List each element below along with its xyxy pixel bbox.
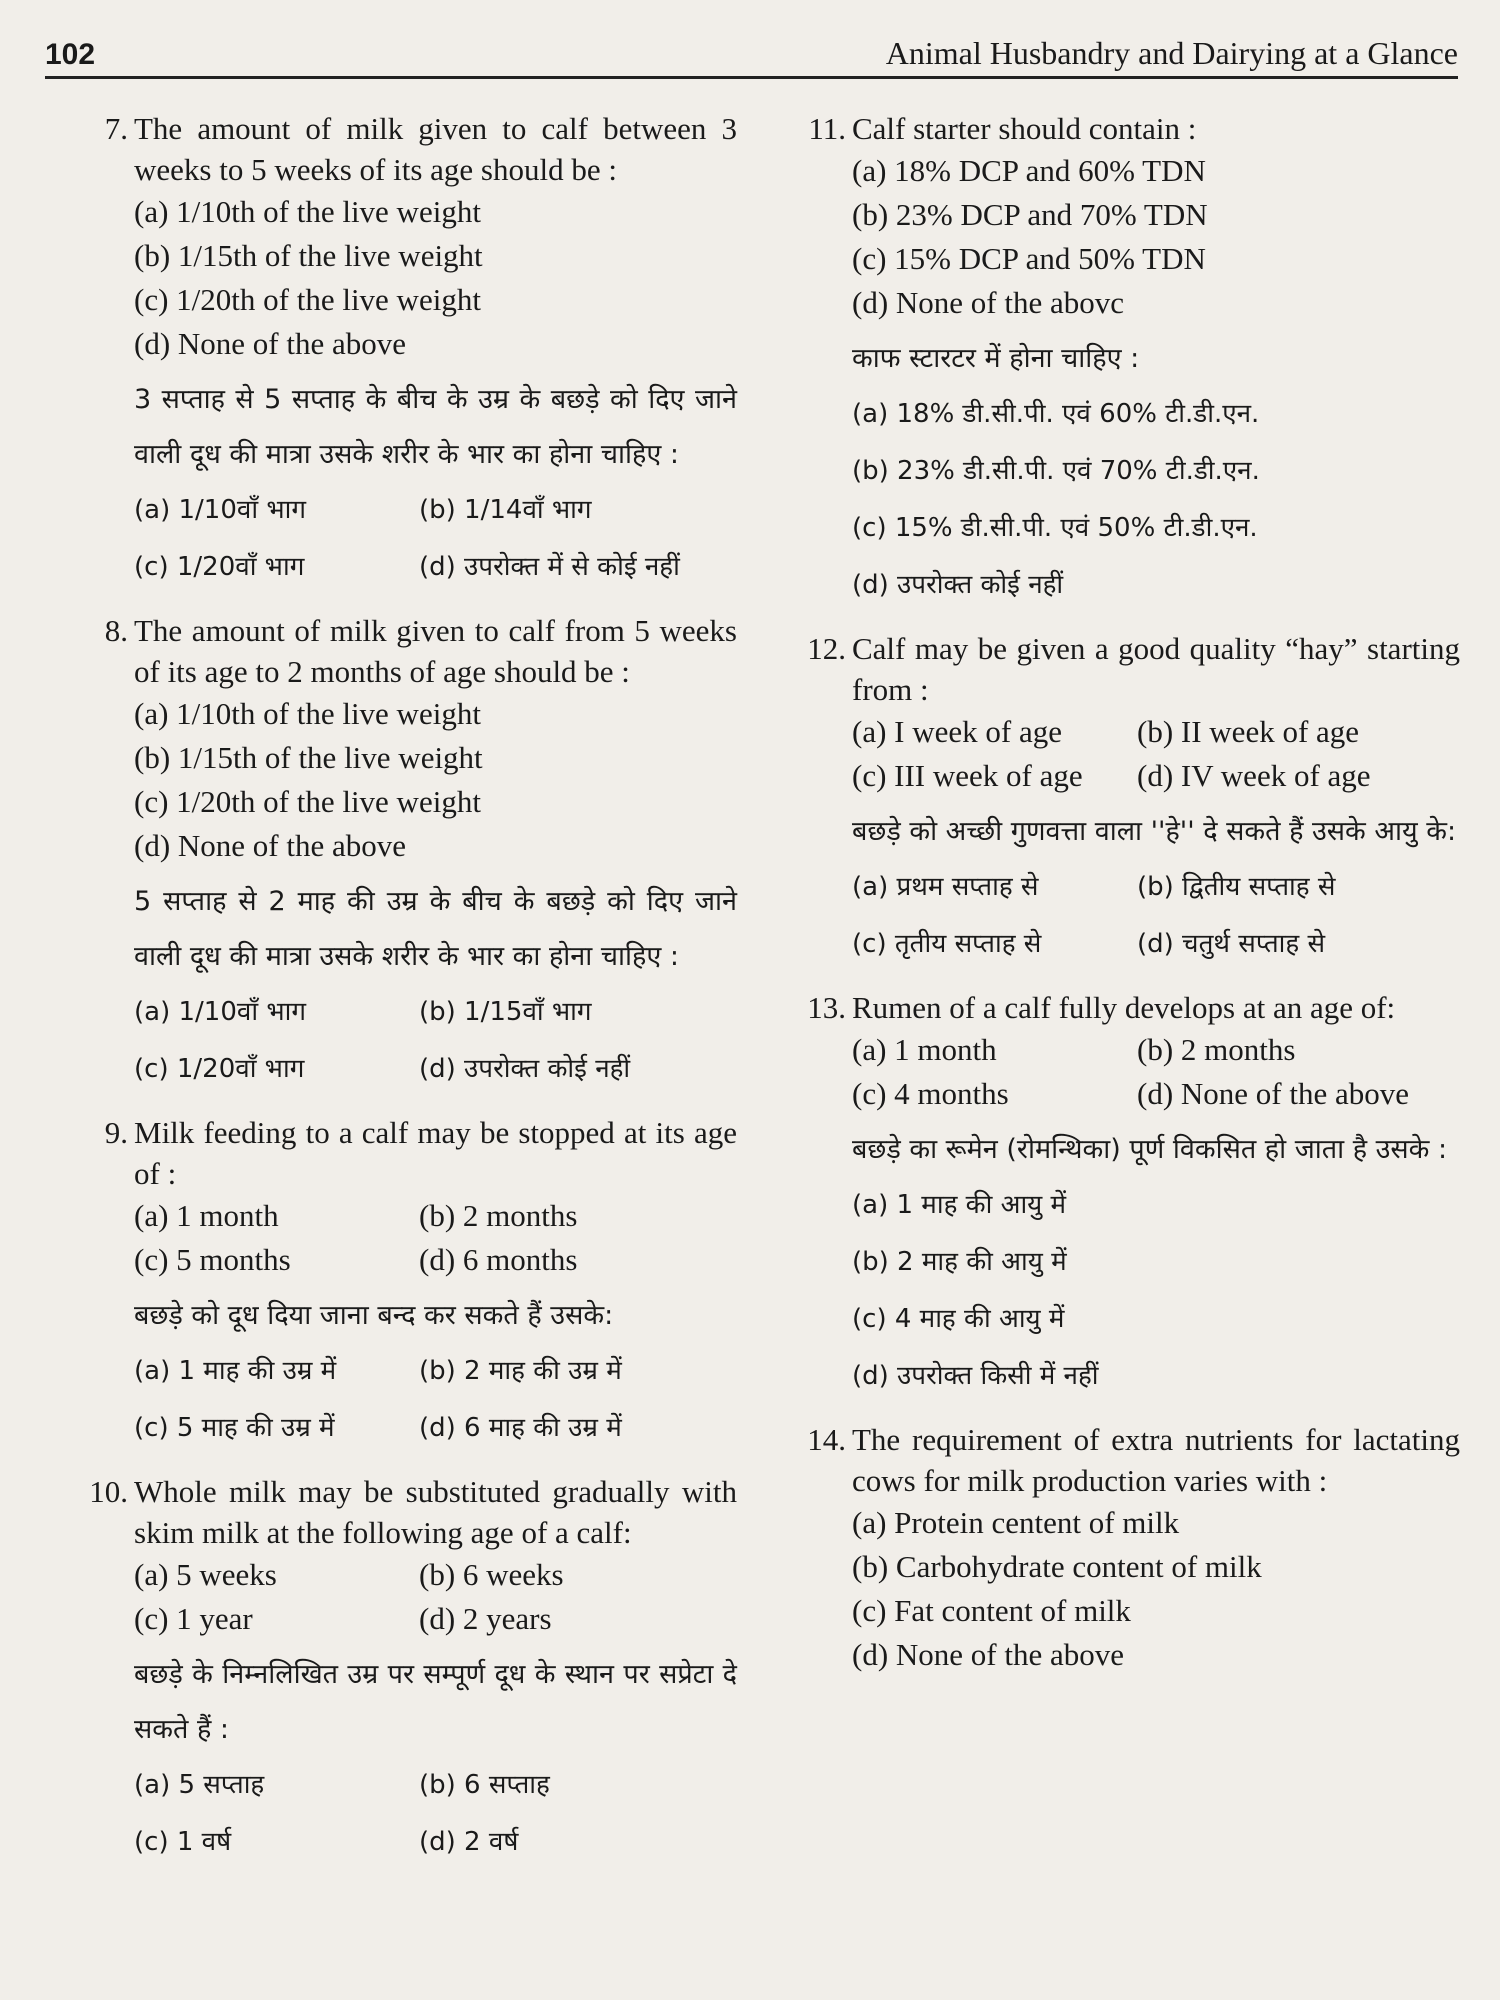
options-list-hindi (82, 1757, 737, 1871)
option-item-hindi: (c) 5 माह की उम्र में (134, 1413, 335, 1443)
option-item-hindi: (c) 4 माह की आयु में (852, 1304, 1065, 1334)
question-english: Milk feeding to a calf may be stopped at its age of : (134, 1115, 737, 1191)
options-list (82, 190, 737, 366)
question-text (82, 108, 737, 190)
option-item-hindi: (d) उपरोक्त कोई नहीं (419, 1054, 631, 1084)
question-text (800, 108, 1460, 149)
book-title: Animal Husbandry and Dairying at a Glance (885, 35, 1458, 71)
option-item-hindi: (d) उपरोक्त कोई नहीं (852, 570, 1064, 600)
option-item-hindi: (b) 2 माह की उम्र में (419, 1356, 622, 1386)
question-block (82, 108, 737, 596)
option-item: (a) Protein centent of milk (852, 1505, 1180, 1540)
option-item: (b) II week of age (1137, 714, 1360, 749)
option-item-hindi: (a) 1 माह की उम्र में (134, 1356, 337, 1386)
option-item: (a) 1/10th of the live weight (134, 194, 481, 229)
left-column (82, 108, 737, 1885)
question-number: 11. (808, 111, 846, 146)
option-item: (b) 23% DCP and 70% TDN (852, 197, 1208, 232)
option-item: (b) 1/15th of the live weight (134, 238, 483, 273)
options-list (800, 149, 1460, 325)
question-english: Rumen of a calf fully develops at an age of: (852, 990, 1396, 1025)
question-number: 8. (104, 613, 128, 648)
option-item-hindi: (d) उपरोक्त में से कोई नहीं (419, 552, 680, 582)
option-item: (a) 1 month (852, 1032, 997, 1067)
option-row-hindi (134, 984, 737, 1041)
option-item-hindi: (d) 6 माह की उम्र में (419, 1413, 622, 1443)
option-item: (c) 1/20th of the live weight (134, 282, 481, 317)
option-item: (d) IV week of age (1137, 758, 1371, 793)
question-block (82, 1112, 737, 1457)
options-list (800, 1501, 1460, 1677)
right-column (800, 108, 1460, 1691)
option-row (852, 754, 1460, 798)
option-row-hindi (134, 1041, 737, 1098)
question-hindi: बछड़े को अच्छी गुणवत्ता वाला ''हे'' दे सकते हैं उसके आयु के: (852, 816, 1457, 847)
option-item-hindi: (a) प्रथम सप्ताह से (852, 872, 1039, 902)
option-item: (c) 1 year (134, 1601, 253, 1636)
option-item: (c) Fat content of milk (852, 1593, 1131, 1628)
option-item: (d) None of the above (134, 828, 407, 863)
question-block (82, 610, 737, 1098)
options-list-hindi (82, 482, 737, 596)
question-text (800, 628, 1460, 710)
option-row (852, 1028, 1460, 1072)
option-item: (a) 1/10th of the live weight (134, 696, 481, 731)
options-list-hindi (800, 386, 1460, 614)
options-list (800, 710, 1460, 798)
question-number: 12. (807, 631, 846, 666)
option-item: (d) 2 years (419, 1601, 552, 1636)
options-list-hindi (82, 984, 737, 1098)
option-item: (b) 6 weeks (419, 1557, 564, 1592)
options-list-hindi (800, 859, 1460, 973)
option-item-hindi: (b) द्वितीय सप्ताह से (1137, 872, 1336, 902)
option-row-hindi (134, 539, 737, 596)
option-item: (b) 2 months (1137, 1032, 1296, 1067)
option-row (852, 1072, 1460, 1116)
options-list-hindi (82, 1343, 737, 1457)
question-block (800, 108, 1460, 614)
question-number: 13. (807, 990, 846, 1025)
option-row-hindi (134, 1814, 737, 1871)
question-english: Calf starter should contain : (852, 111, 1197, 146)
question-block (800, 1419, 1460, 1677)
option-item-hindi: (a) 18% डी.सी.पी. एवं 60% टी.डी.एन. (852, 399, 1260, 429)
option-item: (d) None of the above (852, 1637, 1125, 1672)
question-text (82, 1471, 737, 1553)
option-item: (a) I week of age (852, 714, 1062, 749)
question-block (800, 628, 1460, 973)
question-hindi: 3 सप्ताह से 5 सप्ताह के बीच के उम्र के बछड़े को दिए जाने वाली दूध की मात्रा उसके शरीर के भार का होना चाहिए : (134, 384, 737, 470)
question-english: The amount of milk given to calf between 3 weeks to 5 weeks of its age should be : (134, 111, 737, 187)
option-row (134, 1597, 737, 1641)
question-text (82, 1112, 737, 1194)
option-item: (a) 5 weeks (134, 1557, 277, 1592)
options-list (82, 1553, 737, 1641)
question-number: 14. (807, 1422, 846, 1457)
option-item-hindi: (c) तृतीय सप्ताह से (852, 929, 1042, 959)
option-item-hindi: (b) 2 माह की आयु में (852, 1247, 1067, 1277)
option-row (852, 710, 1460, 754)
option-item-hindi: (a) 1/10वाँ भाग (134, 997, 306, 1027)
option-item-hindi: (a) 1/10वाँ भाग (134, 495, 306, 525)
option-item-hindi: (c) 1 वर्ष (134, 1827, 232, 1857)
option-item-hindi: (a) 5 सप्ताह (134, 1770, 265, 1800)
question-number: 10. (89, 1474, 128, 1509)
page-header (45, 22, 1458, 79)
option-item: (c) 5 months (134, 1242, 291, 1277)
option-row-hindi (134, 1757, 737, 1814)
question-text (82, 610, 737, 692)
option-item: (b) Carbohydrate content of milk (852, 1549, 1262, 1584)
question-block (800, 987, 1460, 1405)
option-item: (a) 18% DCP and 60% TDN (852, 153, 1206, 188)
question-text (800, 987, 1460, 1028)
question-hindi: काफ स्टारटर में होना चाहिए : (852, 343, 1140, 374)
option-item-hindi: (b) 1/15वाँ भाग (419, 997, 592, 1027)
option-item: (c) 4 months (852, 1076, 1009, 1111)
question-number: 9. (104, 1115, 128, 1150)
option-item-hindi: (c) 1/20वाँ भाग (134, 1054, 305, 1084)
option-item: (c) 15% DCP and 50% TDN (852, 241, 1206, 276)
option-row (134, 1553, 737, 1597)
question-text (800, 1419, 1460, 1501)
question-english: Whole milk may be substituted gradually with skim milk at the following age of a calf: (134, 1474, 737, 1550)
question-hindi: बछड़े को दूध दिया जाना बन्द कर सकते हैं उसके: (134, 1300, 614, 1331)
option-item: (d) None of the above (134, 326, 407, 361)
option-item: (c) III week of age (852, 758, 1083, 793)
option-item: (b) 1/15th of the live weight (134, 740, 483, 775)
options-list-hindi (800, 1177, 1460, 1405)
option-item-hindi: (a) 1 माह की आयु में (852, 1190, 1067, 1220)
option-item-hindi: (d) 2 वर्ष (419, 1827, 519, 1857)
option-row-hindi (852, 916, 1460, 973)
option-row-hindi (134, 1343, 737, 1400)
option-item: (d) None of the above (1137, 1076, 1410, 1111)
question-english: Calf may be given a good quality “hay” starting from : (852, 631, 1460, 707)
option-item: (d) None of the abovc (852, 285, 1125, 320)
option-row-hindi (134, 482, 737, 539)
question-number: 7. (104, 111, 128, 146)
options-list (800, 1028, 1460, 1116)
option-item-hindi: (d) उपरोक्त किसी में नहीं (852, 1361, 1099, 1391)
question-english: The requirement of extra nutrients for lactating cows for milk production varies with : (852, 1422, 1460, 1498)
option-item: (b) 2 months (419, 1198, 578, 1233)
option-row (134, 1238, 737, 1282)
page-number: 102 (45, 38, 96, 71)
question-hindi: 5 सप्ताह से 2 माह की उम्र के बीच के बछड़े को दिए जाने वाली दूध की मात्रा उसके शरीर के भार का होना चाहिए : (134, 886, 737, 972)
option-row-hindi (134, 1400, 737, 1457)
question-block (82, 1471, 737, 1871)
option-item-hindi: (b) 23% डी.सी.पी. एवं 70% टी.डी.एन. (852, 456, 1260, 486)
option-item-hindi: (c) 15% डी.सी.पी. एवं 50% टी.डी.एन. (852, 513, 1258, 543)
option-item-hindi: (c) 1/20वाँ भाग (134, 552, 305, 582)
option-item-hindi: (b) 6 सप्ताह (419, 1770, 550, 1800)
option-item: (c) 1/20th of the live weight (134, 784, 481, 819)
options-list (82, 1194, 737, 1282)
question-english: The amount of milk given to calf from 5 weeks of its age to 2 months of age should be : (134, 613, 737, 689)
options-list (82, 692, 737, 868)
option-item-hindi: (d) चतुर्थ सप्ताह से (1137, 929, 1326, 959)
option-item: (a) 1 month (134, 1198, 279, 1233)
option-row-hindi (852, 859, 1460, 916)
option-item: (d) 6 months (419, 1242, 578, 1277)
option-row (134, 1194, 737, 1238)
option-item-hindi: (b) 1/14वाँ भाग (419, 495, 592, 525)
question-hindi: बछड़े का रूमेन (रोमन्थिका) पूर्ण विकसित हो जाता है उसके : (852, 1134, 1448, 1165)
question-hindi: बछड़े के निम्नलिखित उम्र पर सम्पूर्ण दूध के स्थान पर सप्रेटा दे सकते हैं : (134, 1659, 737, 1745)
